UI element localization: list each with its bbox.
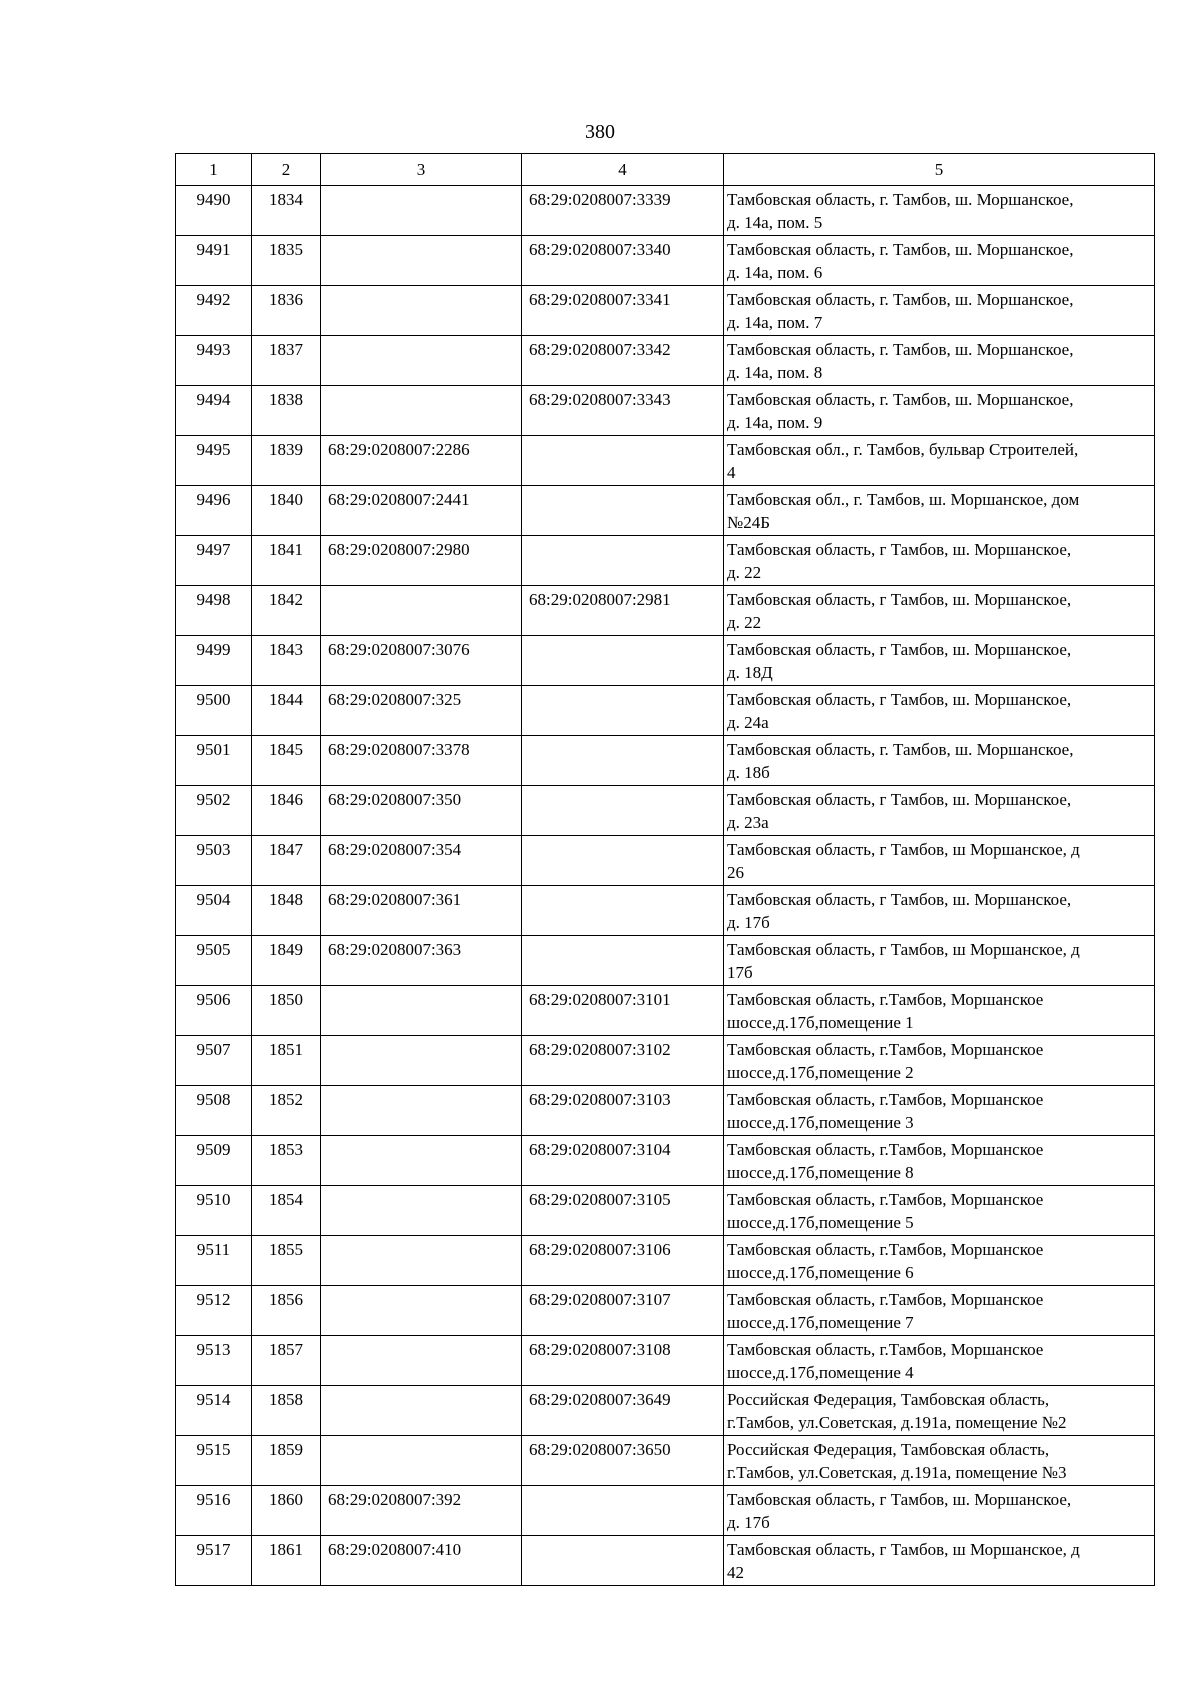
cell-col-4: [522, 836, 724, 886]
cell-col-1: 9510: [176, 1186, 252, 1236]
address-line-2: г.Тамбов, ул.Советская, д.191а, помещение №2: [727, 1412, 1067, 1432]
cell-col-5: [724, 936, 1155, 986]
cell-col-3: [321, 1236, 522, 1286]
address-line-2: шоссе,д.17б,помещение 5: [727, 1212, 914, 1232]
cell-col-2: 1856: [252, 1286, 321, 1336]
cell-col-2: 1835: [252, 236, 321, 286]
cell-col-2: 1834: [252, 186, 321, 236]
cell-col-1: 9494: [176, 386, 252, 436]
cell-col-4: [522, 736, 724, 786]
cell-col-5: [724, 1236, 1155, 1286]
address-line-1: Тамбовская область, г Тамбов, ш Моршанское, д: [727, 1540, 1080, 1559]
table-row: [176, 186, 1155, 236]
column-header-1: 1: [176, 154, 252, 186]
cell-col-2: 1842: [252, 586, 321, 636]
address-line-1: Тамбовская область, г Тамбов, ш Моршанское, д: [727, 940, 1080, 959]
cell-col-2: 1850: [252, 986, 321, 1036]
address-line-2: д. 14а, пом. 5: [727, 212, 823, 232]
column-header-5: 5: [724, 154, 1155, 186]
table-row: [176, 636, 1155, 686]
cell-col-5: [724, 286, 1155, 336]
address-line-2: д. 18б: [727, 762, 770, 782]
table-row: [176, 1186, 1155, 1236]
cell-col-5: [724, 236, 1155, 286]
cell-col-2: 1836: [252, 286, 321, 336]
table-row: [176, 1086, 1155, 1136]
address-line-1: Тамбовская область, г. Тамбов, ш. Моршанское,: [727, 740, 1074, 759]
cell-col-2: 1851: [252, 1036, 321, 1086]
cell-col-1: 9502: [176, 786, 252, 836]
address-line-1: Тамбовская область, г Тамбов, ш. Моршанское,: [727, 690, 1072, 709]
table-row: [176, 836, 1155, 886]
table-row: [176, 536, 1155, 586]
cell-col-5: [724, 486, 1155, 536]
address-line-1: Тамбовская область, г Тамбов, ш. Моршанское,: [727, 540, 1072, 559]
cell-col-4: 68:29:0208007:3340: [522, 236, 724, 286]
cell-col-5: [724, 886, 1155, 936]
cell-col-3: [321, 1386, 522, 1436]
cell-col-1: 9492: [176, 286, 252, 336]
cell-col-3: [321, 186, 522, 236]
cell-col-4: 68:29:0208007:3341: [522, 286, 724, 336]
address-line-2: шоссе,д.17б,помещение 1: [727, 1012, 914, 1032]
cell-col-3: 68:29:0208007:3076: [321, 636, 522, 686]
cell-col-4: [522, 786, 724, 836]
table-row: [176, 1286, 1155, 1336]
cell-col-2: 1857: [252, 1336, 321, 1386]
address-line-2: д. 22: [727, 562, 762, 582]
cell-col-4: [522, 636, 724, 686]
cell-col-3: [321, 386, 522, 436]
cell-col-4: [522, 436, 724, 486]
address-line-2: д. 14а, пом. 9: [727, 412, 823, 432]
table-row: [176, 936, 1155, 986]
cell-col-5: [724, 1336, 1155, 1386]
cell-col-1: 9493: [176, 336, 252, 386]
table-row: [176, 436, 1155, 486]
cell-col-5: [724, 786, 1155, 836]
cell-col-1: 9516: [176, 1486, 252, 1536]
address-line-1: Тамбовская область, г. Тамбов, ш. Моршанское,: [727, 190, 1074, 209]
column-header-3: 3: [321, 154, 522, 186]
cell-col-3: 68:29:0208007:350: [321, 786, 522, 836]
cell-col-4: 68:29:0208007:3107: [522, 1286, 724, 1336]
cell-col-5: [724, 1536, 1155, 1586]
page-number: 380: [585, 121, 615, 143]
registry-table: [175, 153, 1155, 1586]
cell-col-2: 1859: [252, 1436, 321, 1486]
address-line-1: Тамбовская область, г.Тамбов, Моршанское: [727, 1140, 1044, 1159]
address-line-1: Тамбовская область, г.Тамбов, Моршанское: [727, 1190, 1044, 1209]
address-line-1: Тамбовская область, г Тамбов, ш. Моршанское,: [727, 1490, 1072, 1509]
address-line-1: Тамбовская область, г. Тамбов, ш. Моршанское,: [727, 240, 1074, 259]
cell-col-2: 1840: [252, 486, 321, 536]
cell-col-1: 9512: [176, 1286, 252, 1336]
address-line-1: Тамбовская область, г.Тамбов, Моршанское: [727, 1340, 1044, 1359]
table-row: [176, 736, 1155, 786]
address-line-2: д. 17б: [727, 1512, 770, 1532]
address-line-2: шоссе,д.17б,помещение 8: [727, 1162, 914, 1182]
cell-col-1: 9513: [176, 1336, 252, 1386]
cell-col-4: 68:29:0208007:3103: [522, 1086, 724, 1136]
cell-col-4: 68:29:0208007:3101: [522, 986, 724, 1036]
cell-col-3: 68:29:0208007:354: [321, 836, 522, 886]
table-row: [176, 1436, 1155, 1486]
cell-col-3: 68:29:0208007:2980: [321, 536, 522, 586]
address-line-1: Тамбовская область, г.Тамбов, Моршанское: [727, 990, 1044, 1009]
cell-col-3: [321, 236, 522, 286]
cell-col-2: 1841: [252, 536, 321, 586]
cell-col-3: [321, 986, 522, 1036]
cell-col-1: 9500: [176, 686, 252, 736]
cell-col-5: [724, 1486, 1155, 1536]
cell-col-4: [522, 536, 724, 586]
address-line-2: шоссе,д.17б,помещение 2: [727, 1062, 914, 1082]
column-header-2: 2: [252, 154, 321, 186]
cell-col-5: [724, 986, 1155, 1036]
address-line-1: Тамбовская область, г Тамбов, ш Моршанское, д: [727, 840, 1080, 859]
cell-col-1: 9514: [176, 1386, 252, 1436]
address-line-1: Российская Федерация, Тамбовская область,: [727, 1390, 1050, 1409]
cell-col-1: 9490: [176, 186, 252, 236]
address-line-1: Тамбовская область, г.Тамбов, Моршанское: [727, 1040, 1044, 1059]
address-line-1: Тамбовская область, г. Тамбов, ш. Моршанское,: [727, 290, 1074, 309]
address-line-2: шоссе,д.17б,помещение 6: [727, 1262, 914, 1282]
table-row: [176, 886, 1155, 936]
table-row: [176, 1336, 1155, 1386]
address-line-1: Тамбовская обл., г. Тамбов, бульвар Строителей,: [727, 440, 1079, 459]
table-row: [176, 586, 1155, 636]
cell-col-5: [724, 836, 1155, 886]
cell-col-3: [321, 286, 522, 336]
cell-col-3: 68:29:0208007:363: [321, 936, 522, 986]
cell-col-2: 1837: [252, 336, 321, 386]
address-line-2: д. 22: [727, 612, 762, 632]
cell-col-3: [321, 336, 522, 386]
cell-col-2: 1852: [252, 1086, 321, 1136]
header-row: [176, 154, 1155, 186]
cell-col-3: [321, 1186, 522, 1236]
cell-col-2: 1846: [252, 786, 321, 836]
cell-col-5: [724, 636, 1155, 686]
table-row: [176, 686, 1155, 736]
cell-col-1: 9496: [176, 486, 252, 536]
table-row: [176, 1036, 1155, 1086]
address-line-2: д. 17б: [727, 912, 770, 932]
cell-col-2: 1847: [252, 836, 321, 886]
address-line-2: 17б: [727, 962, 753, 982]
cell-col-1: 9504: [176, 886, 252, 936]
address-line-2: г.Тамбов, ул.Советская, д.191а, помещение №3: [727, 1462, 1067, 1482]
cell-col-4: [522, 686, 724, 736]
cell-col-2: 1861: [252, 1536, 321, 1586]
cell-col-3: [321, 586, 522, 636]
table-row: [176, 1236, 1155, 1286]
cell-col-2: 1848: [252, 886, 321, 936]
cell-col-5: [724, 436, 1155, 486]
table-row: [176, 1486, 1155, 1536]
cell-col-1: 9499: [176, 636, 252, 686]
cell-col-5: [724, 1186, 1155, 1236]
cell-col-1: 9508: [176, 1086, 252, 1136]
address-line-1: Тамбовская обл., г. Тамбов, ш. Моршанское, дом: [727, 490, 1080, 509]
cell-col-2: 1843: [252, 636, 321, 686]
cell-col-2: 1860: [252, 1486, 321, 1536]
address-line-1: Российская Федерация, Тамбовская область,: [727, 1440, 1050, 1459]
address-line-2: д. 14а, пом. 6: [727, 262, 823, 282]
cell-col-4: 68:29:0208007:3339: [522, 186, 724, 236]
cell-col-3: [321, 1036, 522, 1086]
cell-col-5: [724, 1386, 1155, 1436]
cell-col-5: [724, 1136, 1155, 1186]
cell-col-5: [724, 736, 1155, 786]
cell-col-4: [522, 486, 724, 536]
cell-col-3: [321, 1336, 522, 1386]
cell-col-2: 1845: [252, 736, 321, 786]
address-line-2: шоссе,д.17б,помещение 4: [727, 1362, 914, 1382]
cell-col-3: 68:29:0208007:2441: [321, 486, 522, 536]
address-line-1: Тамбовская область, г Тамбов, ш. Моршанское,: [727, 790, 1072, 809]
cell-col-1: 9509: [176, 1136, 252, 1186]
cell-col-3: [321, 1136, 522, 1186]
table-row: [176, 486, 1155, 536]
cell-col-4: 68:29:0208007:3343: [522, 386, 724, 436]
cell-col-1: 9503: [176, 836, 252, 886]
cell-col-4: 68:29:0208007:2981: [522, 586, 724, 636]
cell-col-3: 68:29:0208007:325: [321, 686, 522, 736]
address-line-2: д. 14а, пом. 8: [727, 362, 823, 382]
cell-col-1: 9495: [176, 436, 252, 486]
address-line-2: д. 14а, пом. 7: [727, 312, 823, 332]
address-line-2: д. 23а: [727, 812, 769, 832]
cell-col-3: [321, 1286, 522, 1336]
cell-col-1: 9501: [176, 736, 252, 786]
cell-col-1: 9505: [176, 936, 252, 986]
table-row: [176, 1536, 1155, 1586]
cell-col-5: [724, 336, 1155, 386]
cell-col-1: 9491: [176, 236, 252, 286]
address-line-2: д. 18Д: [727, 662, 773, 682]
cell-col-3: 68:29:0208007:392: [321, 1486, 522, 1536]
address-line-2: 26: [727, 862, 744, 882]
table-row: [176, 386, 1155, 436]
cell-col-1: 9506: [176, 986, 252, 1036]
cell-col-3: 68:29:0208007:361: [321, 886, 522, 936]
table-row: [176, 1386, 1155, 1436]
address-line-2: д. 24а: [727, 712, 769, 732]
table-row: [176, 236, 1155, 286]
cell-col-4: [522, 936, 724, 986]
address-line-1: Тамбовская область, г.Тамбов, Моршанское: [727, 1290, 1044, 1309]
cell-col-2: 1854: [252, 1186, 321, 1236]
cell-col-2: 1849: [252, 936, 321, 986]
cell-col-4: 68:29:0208007:3649: [522, 1386, 724, 1436]
cell-col-4: 68:29:0208007:3106: [522, 1236, 724, 1286]
address-line-1: Тамбовская область, г.Тамбов, Моршанское: [727, 1090, 1044, 1109]
cell-col-1: 9497: [176, 536, 252, 586]
cell-col-5: [724, 586, 1155, 636]
address-line-1: Тамбовская область, г Тамбов, ш. Моршанское,: [727, 640, 1072, 659]
cell-col-1: 9511: [176, 1236, 252, 1286]
address-line-1: Тамбовская область, г.Тамбов, Моршанское: [727, 1240, 1044, 1259]
table-row: [176, 1136, 1155, 1186]
cell-col-5: [724, 1086, 1155, 1136]
cell-col-5: [724, 536, 1155, 586]
cell-col-4: [522, 1486, 724, 1536]
cell-col-4: [522, 1536, 724, 1586]
cell-col-2: 1839: [252, 436, 321, 486]
column-header-4: 4: [522, 154, 724, 186]
address-line-2: 42: [727, 1562, 744, 1582]
cell-col-2: 1838: [252, 386, 321, 436]
cell-col-3: [321, 1086, 522, 1136]
cell-col-4: 68:29:0208007:3342: [522, 336, 724, 386]
cell-col-1: 9507: [176, 1036, 252, 1086]
cell-col-5: [724, 186, 1155, 236]
cell-col-5: [724, 1286, 1155, 1336]
cell-col-4: 68:29:0208007:3108: [522, 1336, 724, 1386]
cell-col-2: 1844: [252, 686, 321, 736]
cell-col-3: 68:29:0208007:410: [321, 1536, 522, 1586]
cell-col-5: [724, 686, 1155, 736]
cell-col-4: 68:29:0208007:3650: [522, 1436, 724, 1486]
cell-col-3: [321, 1436, 522, 1486]
address-line-1: Тамбовская область, г Тамбов, ш. Моршанское,: [727, 590, 1072, 609]
cell-col-4: 68:29:0208007:3104: [522, 1136, 724, 1186]
table-row: [176, 336, 1155, 386]
cell-col-4: 68:29:0208007:3102: [522, 1036, 724, 1086]
cell-col-2: 1855: [252, 1236, 321, 1286]
cell-col-3: 68:29:0208007:3378: [321, 736, 522, 786]
address-line-1: Тамбовская область, г. Тамбов, ш. Моршанское,: [727, 390, 1074, 409]
cell-col-4: 68:29:0208007:3105: [522, 1186, 724, 1236]
address-line-1: Тамбовская область, г. Тамбов, ш. Моршанское,: [727, 340, 1074, 359]
address-line-2: шоссе,д.17б,помещение 3: [727, 1112, 914, 1132]
cell-col-1: 9515: [176, 1436, 252, 1486]
cell-col-1: 9517: [176, 1536, 252, 1586]
table-row: [176, 786, 1155, 836]
table-body: [176, 186, 1155, 1586]
cell-col-5: [724, 1436, 1155, 1486]
address-line-2: шоссе,д.17б,помещение 7: [727, 1312, 914, 1332]
address-line-1: Тамбовская область, г Тамбов, ш. Моршанское,: [727, 890, 1072, 909]
cell-col-1: 9498: [176, 586, 252, 636]
cell-col-2: 1853: [252, 1136, 321, 1186]
cell-col-5: [724, 386, 1155, 436]
address-line-2: 4: [727, 462, 736, 482]
table-row: [176, 286, 1155, 336]
cell-col-5: [724, 1036, 1155, 1086]
cell-col-3: 68:29:0208007:2286: [321, 436, 522, 486]
table-row: [176, 986, 1155, 1036]
cell-col-2: 1858: [252, 1386, 321, 1436]
address-line-2: №24Б: [727, 512, 770, 532]
cell-col-4: [522, 886, 724, 936]
